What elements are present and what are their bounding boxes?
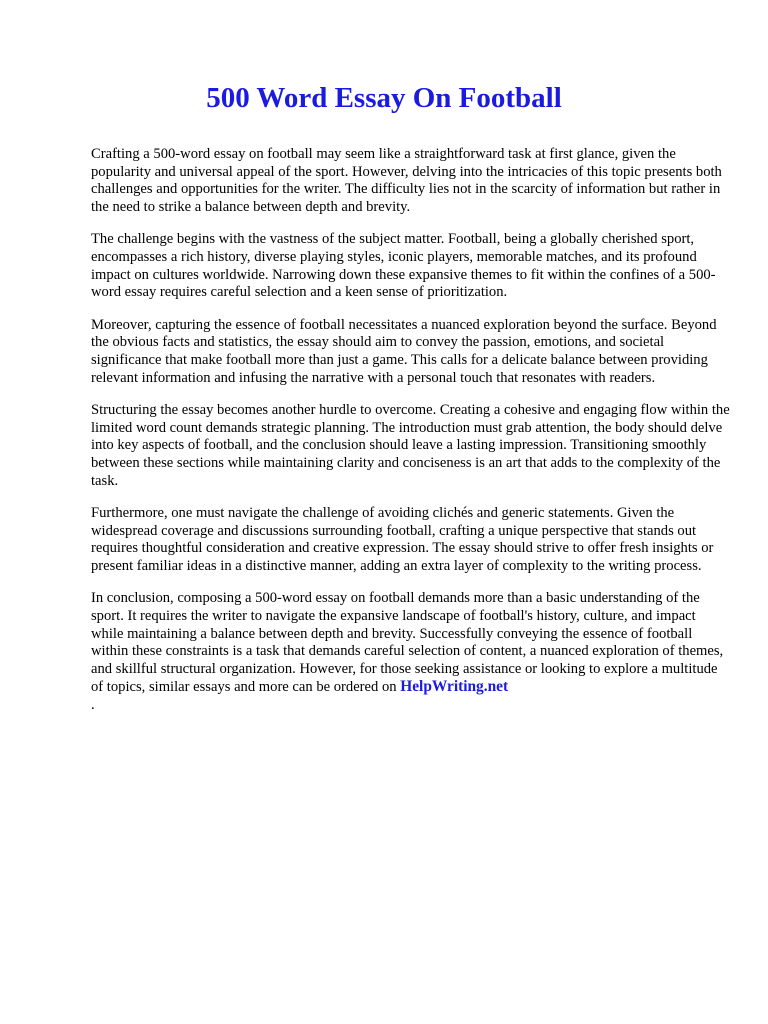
helpwriting-link[interactable]: HelpWriting.net [400,678,509,696]
trailing-period: . [91,697,95,714]
paragraph-structure: Structuring the essay becomes another hurdle to overcome. Creating a cohesive and engaging flow within the limited word count demands strategic planning. The introduction must grab attention, the body should delve into key aspects of football, and the conclusion should leave a lasting impression. Transitioning smoothly between these sections while maintaining clarity and conciseness is an art that adds to the complexity of the task. [91,402,730,489]
paragraph-challenge: The challenge begins with the vastness of the subject matter. Football, being a globally cherished sport, encompasses a rich history, diverse playing styles, iconic players, memorable matches, and its profound impact on cultures worldwide. Narrowing down these expansive themes to fit within the confines of a 500-word essay requires careful selection and a keen sense of prioritization. [91,231,716,301]
essay-body [91,146,731,730]
paragraph-intro: Crafting a 500-word essay on football may seem like a straightforward task at first glance, given the popularity and universal appeal of the sport. However, delving into the intricacies of this topic presents both challenges and opportunities for the writer. The difficulty lies not in the scarcity of information but rather in the need to strike a balance between depth and brevity. [91,146,722,215]
page-title: 500 Word Essay On Football [206,82,562,114]
paragraph-cliches: Furthermore, one must navigate the challenge of avoiding clichés and generic statements. Given the widespread coverage and discussions surrounding football, crafting a unique perspective that stands out requires thoughtful consideration and creative expression. The essay should strive to offer fresh insights or present familiar ideas in a distinctive manner, adding an extra layer of complexity to the writing process. [91,505,714,574]
paragraph-conclusion [91,590,731,714]
paragraph-essence: Moreover, capturing the essence of football necessitates a nuanced exploration beyond the surface. Beyond the obvious facts and statistics, the essay should aim to convey the passion, emotions, and societal significance that make football more than just a game. This calls for a delicate balance between providing relevant information and infusing the narrative with a personal touch that resonates with readers. [91,316,717,386]
conclusion-text: In conclusion, composing a 500-word essay on football demands more than a basic understanding of the sport. It requires the writer to navigate the expansive landscape of football's history, culture, and impact while maintaining a balance between depth and brevity. Successfully conveying the essence of football within these constraints is a task that demands careful selection of content, a nuanced exploration of themes, and skillful structural organization. However, for those seeking assistance or looking to explore a multitude of topics, similar essays and more can be ordered on [91,590,724,696]
